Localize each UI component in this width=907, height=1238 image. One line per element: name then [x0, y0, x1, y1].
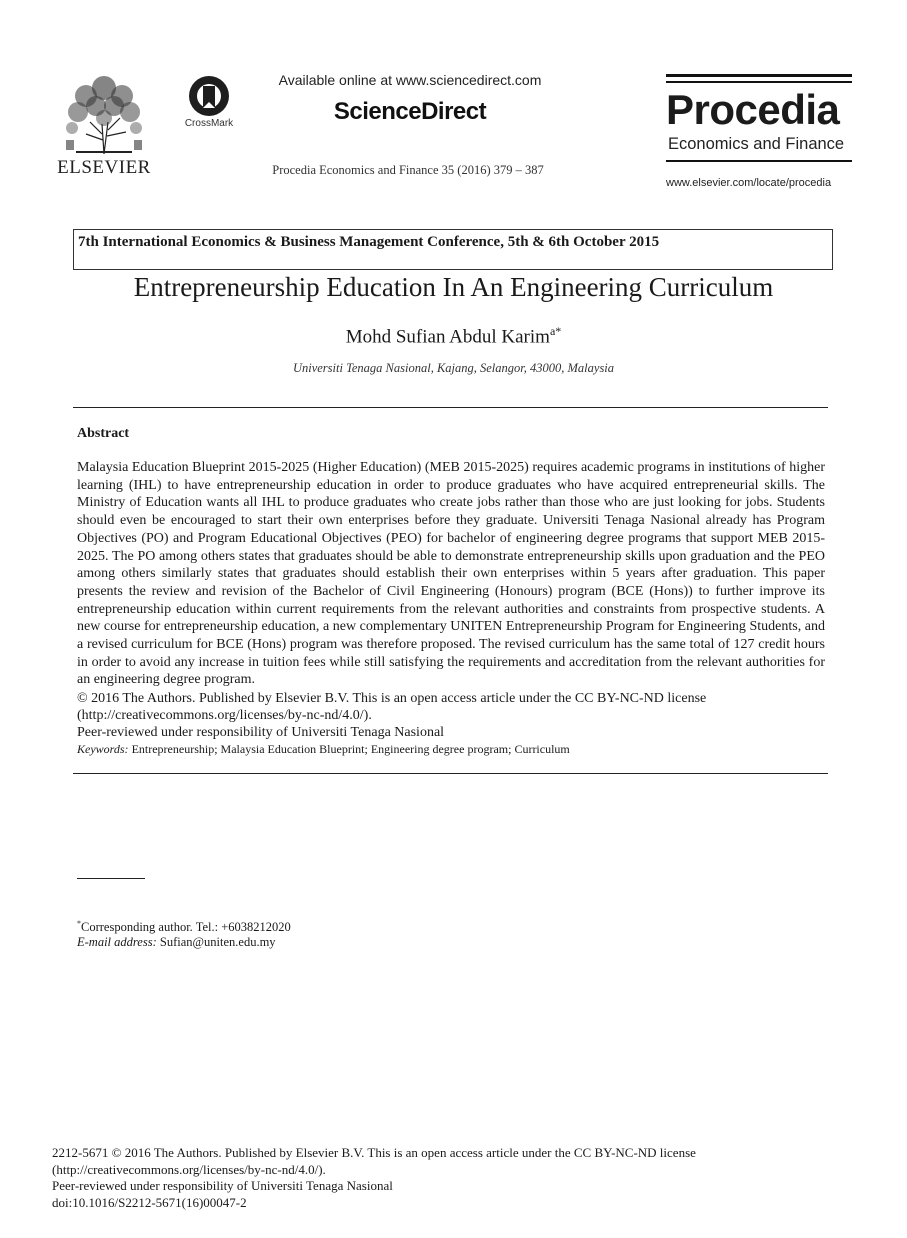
publisher-wordmark: ELSEVIER: [57, 157, 151, 178]
journal-citation: Procedia Economics and Finance 35 (2016) 379 – 387: [272, 163, 544, 177]
license-link-bottom[interactable]: (http://creativecommons.org/licenses/by-nc-nd/4.0/).: [52, 1162, 326, 1177]
footnote-divider: [77, 878, 145, 879]
abstract-body: Malaysia Education Blueprint 2015-2025 (Higher Education) (MEB 2015-2025) requires academic programs in institutions of higher learning (IHL) to have entrepreneurship education in order to produce graduates who have acquired entrepreneurial skills. The Ministry of Education wants all IHL to produce graduates who create jobs rather than those who are just looking for jobs. Students should even be encouraged to start their own enterprises before they graduate. Universiti Tenaga Nasional already has Program Objectives (PO) and Program Educational Objectives (PEO) for bachelor of engineering degree programs that support MEB 2015-2025. The PO among others states that graduates should be able to demonstrate entrepreneurship skills upon graduation and the PEO among others similarly states that graduates should establish their own enterprises within 5 years after graduation. This paper presents the review and revision of the Bachelor of Civil Engineering (Honours) program (BCE (Hons)) to further improve its entrepreneurship education within current requirements from the relevant authorities and constraints from prospective students. A new course for entrepreneurship education, a new complementary UNITEN Entrepreneurship Program for Engineering Students, and a revised curriculum for BCE (Hons) program was therefore proposed. The revised curriculum has the same total of 127 credit hours in order to avoid any increase in tuition fees while still satisfying the requirements and accreditation from the relevant authorities for an engineering degree program.: [77, 460, 825, 688]
affiliation: Universiti Tenaga Nasional, Kajang, Selangor, 43000, Malaysia: [292, 361, 615, 375]
keywords-line: [77, 742, 825, 757]
conference-name: 7th International Economics & Business Management Conference, 5th & 6th October 2015: [78, 234, 660, 250]
procedia-rule: [666, 160, 852, 162]
keywords-label: Keywords:: [77, 742, 129, 756]
footnote-marker: *: [77, 919, 81, 928]
sciencedirect-logo: ScienceDirect: [333, 98, 487, 125]
email-address[interactable]: Sufian@uniten.edu.my: [159, 935, 276, 949]
paper-title: Entrepreneurship Education In An Engineering Curriculum: [133, 272, 774, 302]
crossmark-label: CrossMark: [184, 118, 234, 129]
email-label: E-mail address:: [77, 935, 157, 949]
conference-banner: [73, 229, 833, 270]
author-marker: a*: [549, 324, 562, 338]
procedia-subtitle: Economics and Finance: [668, 135, 845, 153]
abstract-heading: Abstract: [77, 426, 130, 441]
email-line: [77, 935, 276, 950]
corresponding-author: [77, 919, 291, 935]
keywords-list: Entrepreneurship; Malaysia Education Blueprint; Engineering degree program; Curriculum: [131, 742, 570, 756]
doi[interactable]: doi:10.1016/S2212-5671(16)00047-2: [52, 1195, 247, 1210]
author-name: Mohd Sufian Abdul Karim: [345, 326, 550, 348]
procedia-rule: [666, 81, 852, 83]
license-link[interactable]: (http://creativecommons.org/licenses/by-nc-nd/4.0/).: [77, 708, 372, 723]
procedia-name: Procedia: [666, 86, 840, 133]
procedia-url[interactable]: www.elsevier.com/locate/procedia: [666, 177, 832, 189]
corresponding-text: Corresponding author. Tel.: +6038212020: [81, 920, 291, 935]
peer-review-statement: Peer-reviewed under responsibility of Universiti Tenaga Nasional: [77, 725, 445, 740]
issn-copyright: 2212-5671 © 2016 The Authors. Published by Elsevier B.V. This is an open access article under the CC BY-NC-ND license: [52, 1145, 696, 1160]
procedia-logo: [666, 74, 854, 194]
license-statement: © 2016 The Authors. Published by Elsevier B.V. This is an open access article under the CC BY-NC-ND license: [77, 691, 707, 706]
procedia-rule: [666, 74, 852, 77]
divider: [73, 773, 828, 774]
peer-review-bottom: Peer-reviewed under responsibility of Universiti Tenaga Nasional: [52, 1178, 393, 1193]
author-line: [40, 324, 867, 348]
available-online-link[interactable]: Available online at www.sciencedirect.com: [278, 72, 542, 88]
divider: [73, 407, 828, 408]
